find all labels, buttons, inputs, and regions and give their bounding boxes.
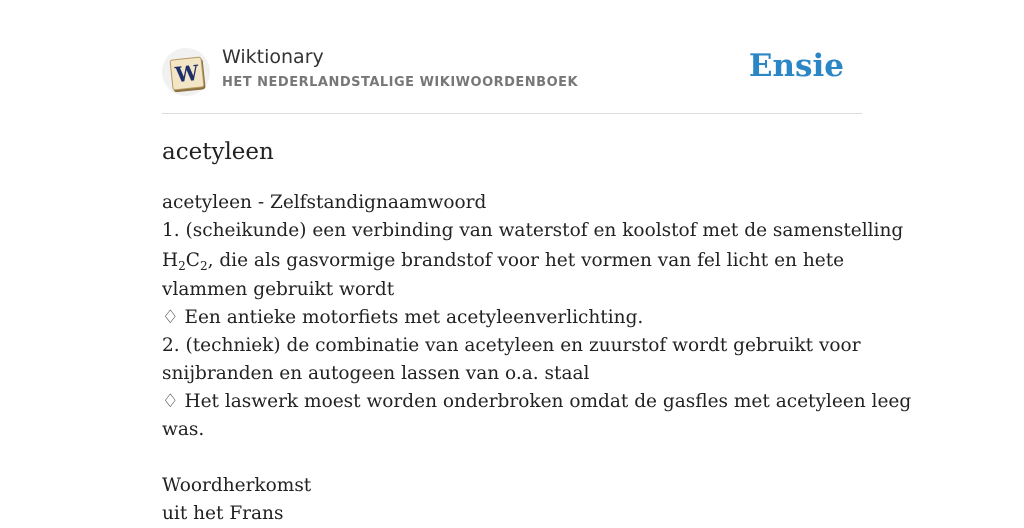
- example-1: ♢ Een antieke motorfiets met acetyleenverlichting.: [162, 307, 644, 328]
- site-subtitle: HET NEDERLANDSTALIGE WIKIWOORDENBOEK: [222, 75, 579, 90]
- definition-1-end: vlammen gebruikt wordt: [162, 279, 395, 300]
- definition-1-formula-line: [162, 245, 862, 276]
- entry-heading: acetyleen - Zelfstandignaamwoord: [162, 192, 487, 213]
- definition-1-rest: , die als gasvormige brandstof voor het vormen van fel licht en hete: [207, 250, 845, 271]
- formula-c-subscript: 2: [199, 259, 208, 273]
- formula-h-subscript: 2: [178, 259, 186, 273]
- entry-body: [162, 189, 912, 528]
- ensie-brand-link[interactable]: Ensie: [748, 48, 844, 84]
- definition-2-line-2: snijbranden en autogeen lassen van o.a. staal: [162, 363, 590, 384]
- etymology-heading: Woordherkomst: [162, 475, 312, 496]
- header-divider: [162, 113, 862, 114]
- example-2-line-2: was.: [162, 419, 205, 440]
- formula-c: C: [185, 250, 200, 271]
- definition-2-line-1: 2. (techniek) de combinatie van acetyleen en zuurstof wordt gebruikt voor: [162, 335, 861, 356]
- spacer: [162, 444, 862, 472]
- wiktionary-logo[interactable]: [162, 48, 210, 96]
- example-2-line-1: ♢ Het laswerk moest worden onderbroken omdat de gasfles met acetyleen leeg: [162, 391, 912, 412]
- site-header: [162, 44, 862, 98]
- page-title: acetyleen: [162, 139, 274, 165]
- site-name[interactable]: Wiktionary: [222, 46, 324, 68]
- definition-1-intro: 1. (scheikunde) een verbinding van waterstof en koolstof met de samenstelling: [162, 220, 904, 241]
- formula-h: H: [162, 250, 179, 271]
- wiktionary-logo-tile-icon: W: [169, 56, 204, 90]
- etymology-text: uit het Frans: [162, 503, 284, 524]
